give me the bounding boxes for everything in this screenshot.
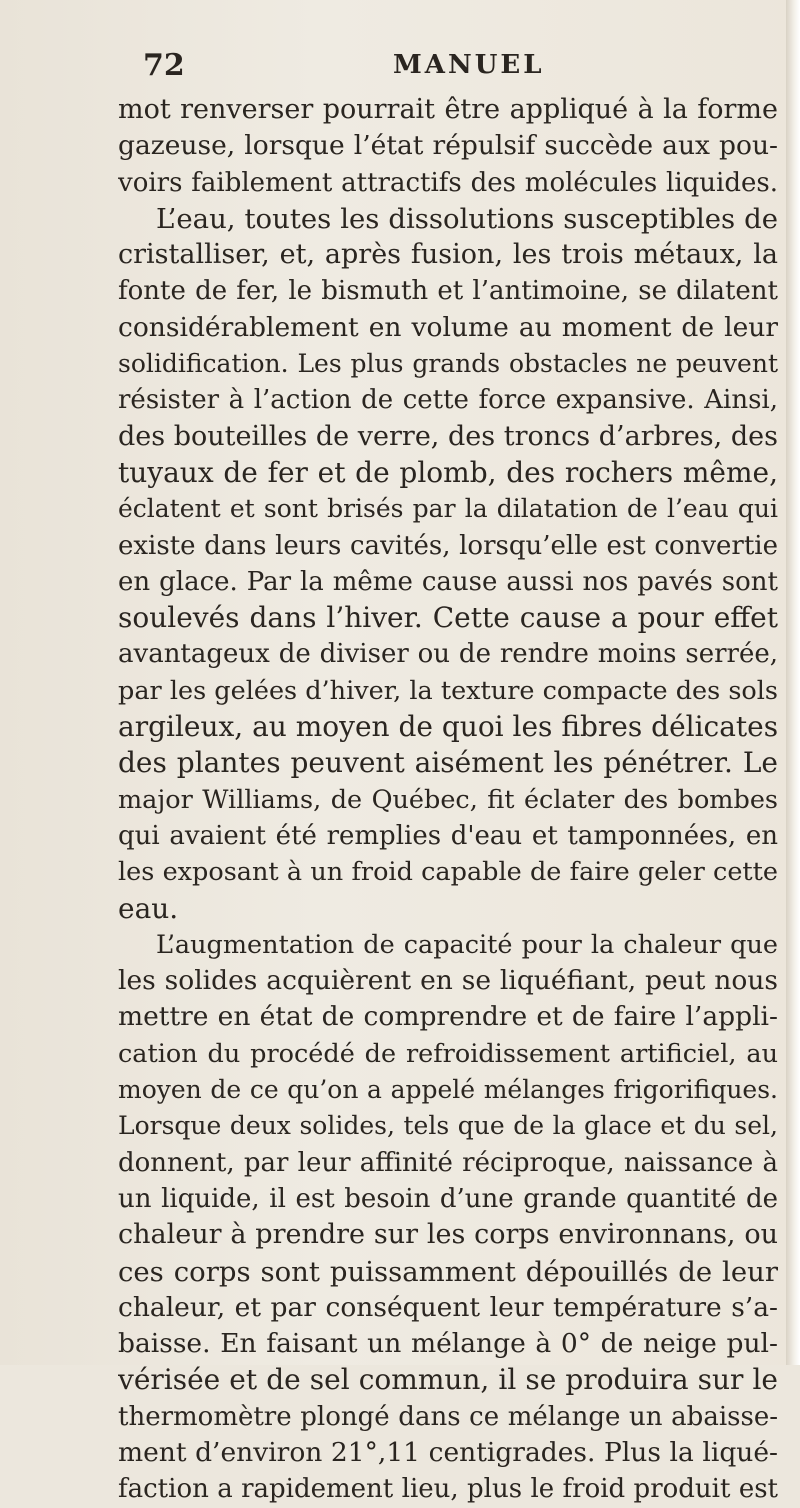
- text-line: mot renverser pourrait être appliqué à la forme: [118, 94, 778, 125]
- text-line: qui avaient été remplies d'eau et tamponnées, en: [118, 820, 778, 851]
- text-line: cristalliser, et, après fusion, les trois métaux, la: [118, 239, 778, 271]
- text-line: baisse. En faisant un mélange à 0° de neige pul-: [118, 1328, 778, 1360]
- text-line: tuyaux de fer et de plomb, des rochers même,: [118, 455, 778, 489]
- text-line: avantageux de diviser ou de rendre moins serrée,: [118, 639, 778, 670]
- text-line: ces corps sont puissamment dépouillés de leur: [118, 1255, 778, 1288]
- text-line: mettre en état de comprendre et de faire l’appli-: [118, 1001, 778, 1033]
- text-line: en glace. Par la même cause aussi nos pavés sont: [118, 566, 778, 597]
- text-line: voirs faiblement attractifs des molécules liquides.: [118, 167, 778, 198]
- page-header: [143, 48, 783, 88]
- paragraph-start-line: L’eau, toutes les dissolutions susceptibles de: [156, 202, 778, 235]
- text-line: Lorsque deux solides, tels que de la glace et du sel,: [118, 1111, 778, 1141]
- text-line: chaleur, et par conséquent leur température s’a-: [118, 1291, 778, 1323]
- text-line: existe dans leurs cavités, lorsqu’elle est convertie: [118, 530, 778, 561]
- paragraph-start-line: L’augmentation de capacité pour la chaleur que: [156, 929, 778, 960]
- text-line: résister à l’action de cette force expansive. Ainsi,: [118, 385, 778, 416]
- text-line: thermomètre plongé dans ce mélange un abaisse-: [118, 1401, 778, 1432]
- text-line: éclatent et sont brisés par la dilatation de l’eau qui: [118, 494, 778, 524]
- text-line: moyen de ce qu’on a appelé mélanges frigorifiques.: [118, 1075, 778, 1105]
- text-line: des bouteilles de verre, des troncs d’arbres, des: [118, 420, 778, 452]
- text-line: les solides acquièrent en se liquéfiant, peut nous: [118, 965, 778, 997]
- text-line: soulevés dans l’hiver. Cette cause a pour effet: [118, 601, 778, 635]
- text-line: solidification. Les plus grands obstacles ne peuvent: [118, 349, 778, 379]
- text-line: gazeuse, lorsque l’état répulsif succède aux pou-: [118, 130, 778, 162]
- text-line: chaleur à prendre sur les corps environnans, ou: [118, 1219, 778, 1251]
- text-line: fonte de fer, le bismuth et l’antimoine, se dilatent: [118, 276, 778, 307]
- text-line: major Williams, de Québec, fit éclater des bombes: [118, 784, 778, 815]
- text-line: argileux, au moyen de quoi les fibres délicates: [118, 710, 778, 744]
- text-line: des plantes peuvent aisément les pénétrer. Le: [118, 746, 778, 780]
- body-text: [118, 92, 778, 1508]
- text-line: par les gelées d’hiver, la texture compacte des sols: [118, 675, 778, 706]
- text-line: un liquide, il est besoin d’une grande quantité de: [118, 1183, 778, 1214]
- running-head: MANUEL: [393, 50, 545, 80]
- text-line: considérablement en volume au moment de leur: [118, 311, 778, 343]
- text-line: vérisée et de sel commun, il se produira sur le: [118, 1363, 778, 1397]
- text-line: ment d’environ 21°,11 centigrades. Plus la liqué-: [118, 1436, 778, 1468]
- text-line: les exposant à un froid capable de faire geler cette: [118, 857, 778, 888]
- page-number: 72: [143, 48, 185, 83]
- paragraph-end-line: eau.: [118, 891, 179, 925]
- text-line: cation du procédé de refroidissement artificiel, au: [118, 1038, 778, 1069]
- text-line: donnent, par leur affinité réciproque, naissance à: [118, 1147, 778, 1178]
- text-line: faction a rapidement lieu, plus le froid produit est: [118, 1474, 778, 1505]
- page-edge: [786, 0, 800, 1365]
